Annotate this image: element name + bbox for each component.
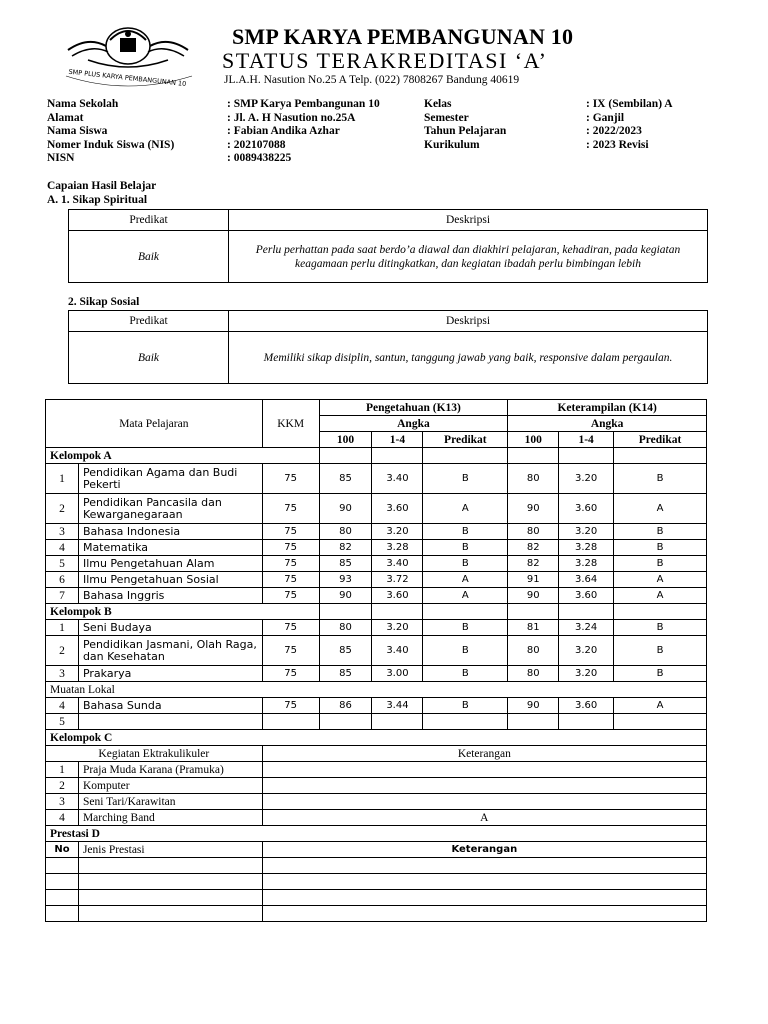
row-p14: 3.40 (372, 636, 423, 666)
table-row (46, 524, 707, 540)
row-p14: 3.20 (372, 620, 423, 636)
row-k100: 82 (508, 556, 559, 572)
row-kkm: 75 (262, 572, 319, 588)
info-row (424, 98, 673, 112)
rows-kelompok-a (46, 464, 707, 604)
info-value: : Fabian Andika Azhar (227, 125, 340, 137)
info-label: Semester (424, 111, 469, 124)
header-predikat: Predikat (614, 432, 707, 448)
col-predikat: Predikat (69, 210, 229, 231)
row-kpred: B (614, 464, 707, 494)
info-value: : 202107088 (227, 138, 286, 151)
row-no: 5 (46, 714, 79, 730)
header-1-4: 1-4 (372, 432, 423, 448)
table-row (46, 636, 707, 666)
row-ppred: B (423, 636, 508, 666)
row-p14: 3.28 (372, 540, 423, 556)
info-label: Nomer Induk Siswa (NIS) (47, 138, 175, 151)
row-k100: 91 (508, 572, 559, 588)
row-k14: 3.20 (559, 464, 614, 494)
rows-kelompok-b (46, 620, 707, 682)
row-p14: 3.44 (372, 698, 423, 714)
row-ppred: B (423, 666, 508, 682)
ekstra-kegiatan: Seni Tari/Karawitan (78, 794, 262, 810)
info-row (47, 139, 380, 153)
spiritual-predikat: Baik (69, 231, 229, 283)
row-k100: 80 (508, 636, 559, 666)
table-row (46, 588, 707, 604)
row-k100: 80 (508, 524, 559, 540)
group-muatan-lokal: Muatan Lokal (46, 682, 707, 698)
row-kkm: 75 (262, 666, 319, 682)
capaian-title: Capaian Hasil Belajar (47, 180, 157, 192)
row-kkm: 75 (262, 524, 319, 540)
info-label: Tahun Pelajaran (424, 125, 507, 137)
row-mapel: Bahasa Indonesia (78, 524, 262, 540)
ekstra-keterangan (262, 778, 706, 794)
info-label: Alamat (47, 111, 84, 124)
header-predikat: Predikat (423, 432, 508, 448)
row-ppred: B (423, 698, 508, 714)
col-deskripsi: Deskripsi (229, 210, 708, 231)
ekstra-no: 2 (46, 778, 79, 794)
row-kpred: B (614, 540, 707, 556)
info-row (47, 98, 380, 112)
header-k14: Keterampilan (K14) (508, 400, 707, 416)
row-k100: 90 (508, 588, 559, 604)
row-kpred: B (614, 524, 707, 540)
info-value: : 2022/2023 (586, 125, 642, 137)
row-mapel: Seni Budaya (78, 620, 262, 636)
row-kpred: A (614, 588, 707, 604)
header-k13: Pengetahuan (K13) (319, 400, 508, 416)
row-kkm (262, 714, 319, 730)
row-k14: 3.60 (559, 494, 614, 524)
row-ppred: A (423, 494, 508, 524)
row-p100: 80 (319, 524, 372, 540)
row-no: 1 (46, 464, 79, 494)
row-no: 4 (46, 698, 79, 714)
row-kpred: A (614, 572, 707, 588)
info-value: : IX (Sembilan) A (586, 98, 673, 110)
row-mapel: Prakarya (78, 666, 262, 682)
row-ppred: B (423, 540, 508, 556)
ekstra-header-keterangan: Keterangan (262, 746, 706, 762)
row-p100: 85 (319, 556, 372, 572)
table-row (46, 540, 707, 556)
row-kpred: A (614, 494, 707, 524)
row-ppred: B (423, 556, 508, 572)
row-p14: 3.20 (372, 524, 423, 540)
info-row (47, 125, 380, 139)
info-row (424, 125, 673, 139)
row-p14: 3.40 (372, 556, 423, 572)
table-row (46, 620, 707, 636)
row-kpred (614, 714, 707, 730)
header-angka: Angka (319, 416, 508, 432)
ekstra-keterangan (262, 762, 706, 778)
row-kpred: B (614, 620, 707, 636)
sosial-title: 2. Sikap Sosial (68, 296, 140, 308)
info-value: : Jl. A. H Nasution no.25A (227, 111, 356, 124)
info-value: : Ganjil (586, 111, 625, 124)
row-p100: 85 (319, 666, 372, 682)
accreditation-status: STATUS TERAKREDITASI ‘A’ (222, 48, 548, 73)
row-mapel: Pendidikan Jasmani, Olah Raga, dan Kesehatan (78, 636, 262, 666)
group-kelompok-b: Kelompok B (46, 604, 320, 620)
row-no: 7 (46, 588, 79, 604)
row-p100: 90 (319, 588, 372, 604)
info-label: Kelas (424, 98, 452, 110)
row-p100: 90 (319, 494, 372, 524)
row-k14: 3.20 (559, 666, 614, 682)
row-p100: 80 (319, 620, 372, 636)
info-label: Kurikulum (424, 138, 480, 151)
row-ppred: B (423, 620, 508, 636)
row-k14: 3.20 (559, 636, 614, 666)
row-p14: 3.60 (372, 494, 423, 524)
row-k100: 82 (508, 540, 559, 556)
row-p14 (372, 714, 423, 730)
table-row (46, 556, 707, 572)
row-k100 (508, 714, 559, 730)
row-p100 (319, 714, 372, 730)
row-k100: 90 (508, 698, 559, 714)
row-kkm: 75 (262, 698, 319, 714)
row-k14: 3.60 (559, 588, 614, 604)
row-k14: 3.24 (559, 620, 614, 636)
row-kpred: B (614, 666, 707, 682)
row-ppred: B (423, 464, 508, 494)
ekstra-no: 4 (46, 810, 79, 826)
row-p100: 85 (319, 636, 372, 666)
row-mapel: Ilmu Pengetahuan Alam (78, 556, 262, 572)
group-prestasi-d: Prestasi D (46, 826, 707, 842)
row-kpred: A (614, 698, 707, 714)
student-info-right (424, 98, 673, 152)
row-k14: 3.60 (559, 698, 614, 714)
row-p100: 86 (319, 698, 372, 714)
row-ppred: B (423, 524, 508, 540)
info-value: : SMP Karya Pembangunan 10 (227, 98, 380, 110)
row-ppred: A (423, 588, 508, 604)
row-kkm: 75 (262, 556, 319, 572)
rows-muatan-lokal (46, 698, 707, 730)
row-mapel: Ilmu Pengetahuan Sosial (78, 572, 262, 588)
row-k14: 3.64 (559, 572, 614, 588)
info-label: Nama Siswa (47, 125, 108, 137)
row-kkm: 75 (262, 540, 319, 556)
row-no: 3 (46, 666, 79, 682)
row-k14: 3.20 (559, 524, 614, 540)
ekstra-no: 1 (46, 762, 79, 778)
sosial-deskripsi: Memiliki sikap disiplin, santun, tanggung jawab yang baik, responsive dalam pergaulan. (229, 332, 708, 384)
row-k100: 90 (508, 494, 559, 524)
table-row (46, 494, 707, 524)
spiritual-table (68, 209, 708, 283)
school-name: SMP KARYA PEMBANGUNAN 10 (232, 24, 574, 49)
prestasi-header-jenis: Jenis Prestasi (78, 842, 262, 858)
info-label: NISN (47, 152, 75, 164)
row-no: 1 (46, 620, 79, 636)
header-100: 100 (508, 432, 559, 448)
row-no: 2 (46, 636, 79, 666)
row-p100: 82 (319, 540, 372, 556)
row-kkm: 75 (262, 620, 319, 636)
row-ppred: A (423, 572, 508, 588)
row-kkm: 75 (262, 588, 319, 604)
ekstra-kegiatan: Praja Muda Karana (Pramuka) (78, 762, 262, 778)
header-100: 100 (319, 432, 372, 448)
row-mapel: Pendidikan Pancasila dan Kewarganegaraan (78, 494, 262, 524)
row-no: 6 (46, 572, 79, 588)
header-kkm: KKM (262, 400, 319, 448)
ekstra-row (46, 778, 707, 794)
row-p100: 85 (319, 464, 372, 494)
info-row (47, 112, 380, 126)
row-mapel: Bahasa Sunda (78, 698, 262, 714)
grades-table (45, 399, 707, 922)
info-row (424, 139, 673, 153)
school-logo (58, 16, 198, 90)
row-kkm: 75 (262, 636, 319, 666)
prestasi-header-no: No (46, 842, 79, 858)
ekstra-row (46, 794, 707, 810)
row-k14: 3.28 (559, 556, 614, 572)
ekstra-row (46, 762, 707, 778)
ekstra-kegiatan: Komputer (78, 778, 262, 794)
ekstra-kegiatan: Marching Band (78, 810, 262, 826)
row-p14: 3.40 (372, 464, 423, 494)
row-no: 3 (46, 524, 79, 540)
rows-ekstra (46, 762, 707, 826)
row-ppred (423, 714, 508, 730)
ekstra-keterangan: A (262, 810, 706, 826)
ekstra-header-kegiatan: Kegiatan Ektrakulikuler (46, 746, 263, 762)
header-angka: Angka (508, 416, 707, 432)
col-deskripsi: Deskripsi (229, 311, 708, 332)
row-mapel: Matematika (78, 540, 262, 556)
row-no: 4 (46, 540, 79, 556)
header-mapel: Mata Pelajaran (46, 400, 263, 448)
ekstra-no: 3 (46, 794, 79, 810)
info-value: : 2023 Revisi (586, 138, 649, 151)
logo-text: SMP PLUS KARYA PEMBANGUNAN 10 (68, 67, 187, 89)
sosial-table (68, 310, 708, 384)
row-k100: 80 (508, 464, 559, 494)
info-value: : 0089438225 (227, 152, 292, 164)
row-mapel: Pendidikan Agama dan Budi Pekerti (78, 464, 262, 494)
info-label: Nama Sekolah (47, 98, 119, 110)
row-p14: 3.00 (372, 666, 423, 682)
table-row (46, 572, 707, 588)
ekstra-row (46, 810, 707, 826)
row-kpred: B (614, 636, 707, 666)
school-header (40, 12, 740, 92)
row-kkm: 75 (262, 464, 319, 494)
row-mapel: Bahasa Inggris (78, 588, 262, 604)
header-1-4: 1-4 (559, 432, 614, 448)
info-row (47, 152, 380, 166)
row-mapel (78, 714, 262, 730)
group-kelompok-c: Kelompok C (46, 730, 707, 746)
row-k14 (559, 714, 614, 730)
ekstra-keterangan (262, 794, 706, 810)
row-no: 5 (46, 556, 79, 572)
spiritual-deskripsi: Perlu perhattan pada saat berdo’a diawal dan diakhiri pelajaran, kehadiran, pada kegiatan keagamaan perlu ditingkatkan, dan kegiatan ibadah perlu bimbingan lebih (229, 231, 708, 283)
sosial-predikat: Baik (69, 332, 229, 384)
row-p14: 3.60 (372, 588, 423, 604)
row-p100: 93 (319, 572, 372, 588)
row-k14: 3.28 (559, 540, 614, 556)
student-info-left (47, 98, 380, 166)
row-no: 2 (46, 494, 79, 524)
table-row (46, 464, 707, 494)
table-row (46, 666, 707, 682)
spiritual-title: A. 1. Sikap Spiritual (47, 194, 148, 206)
row-k100: 80 (508, 666, 559, 682)
school-address: JL.A.H. Nasution No.25 A Telp. (022) 7808267 Bandung 40619 (224, 74, 520, 86)
col-predikat: Predikat (69, 311, 229, 332)
table-row (46, 714, 707, 730)
row-kkm: 75 (262, 494, 319, 524)
row-k100: 81 (508, 620, 559, 636)
table-row (46, 698, 707, 714)
row-p14: 3.72 (372, 572, 423, 588)
info-row (424, 112, 673, 126)
row-kpred: B (614, 556, 707, 572)
prestasi-header-keterangan: Keterangan (262, 842, 706, 858)
group-kelompok-a: Kelompok A (46, 448, 320, 464)
